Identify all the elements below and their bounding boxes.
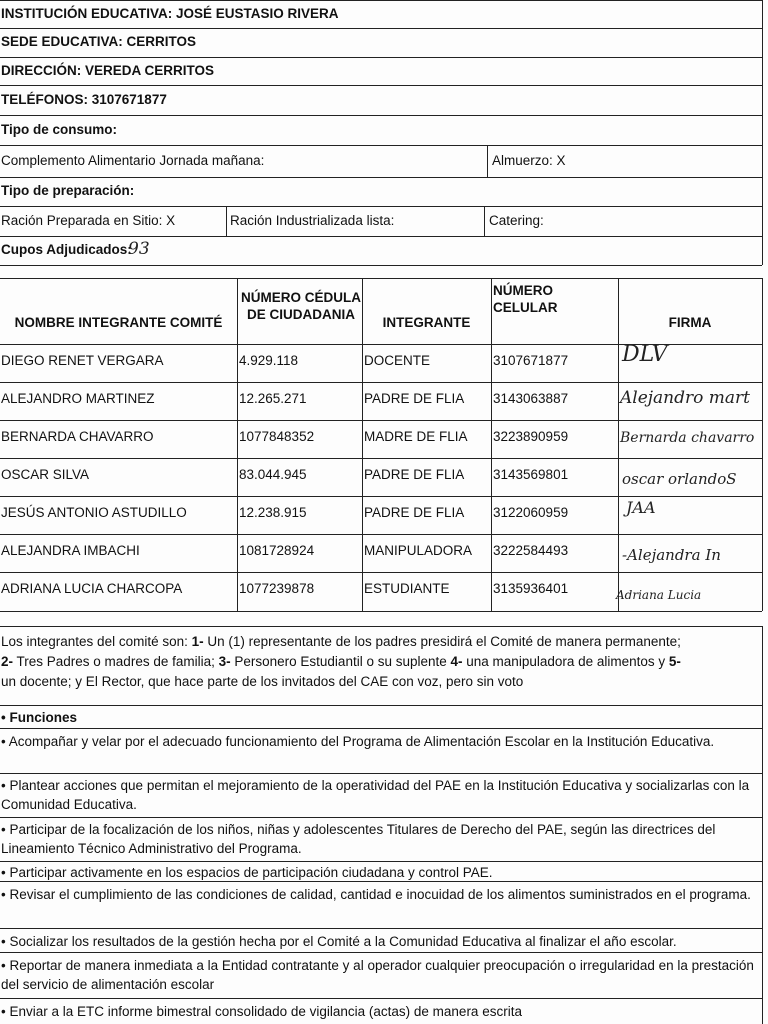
cupos-handwritten-value: 93: [128, 239, 150, 259]
cell-nombre: ADRIANA LUCIA CHARCOPA: [1, 581, 183, 596]
cell-integrante: PADRE DE FLIA: [364, 505, 465, 520]
funcion-item: • Participar de la focalización de los niños, niñas y adolescentes Titulares de Derecho del PAE, según las directrices del Lineamiento Técnico Administrativo del Programa.: [1, 822, 716, 856]
composition-text-2: Tres Padres o madres de familia;: [13, 654, 219, 669]
composition-paragraph: [1, 632, 764, 692]
signature-firma: -Alejandra In: [622, 546, 721, 564]
composition-intro: Los integrantes del comité son:: [1, 634, 192, 649]
almuerzo-field: Almuerzo: X: [492, 153, 566, 168]
signature-firma: DLV: [622, 342, 668, 367]
column-header-cedula: NÚMERO CÉDULA DE CIUDADANIA: [241, 290, 361, 322]
composition-num-4: 4-: [450, 654, 463, 669]
funcion-item: • Plantear acciones que permitan el mejoramiento de la operatividad del PAE en la Institución Educativa y socializarlas con la Comunidad Educativa.: [1, 778, 750, 812]
cell-integrante: MADRE DE FLIA: [364, 429, 468, 444]
tipo-preparacion-label: Tipo de preparación:: [1, 183, 135, 198]
funcion-item: • Enviar a la ETC informe bimestral consolidado de vigilancia (actas) de manera escrita: [1, 1004, 522, 1019]
cell-cedula: 1081728924: [239, 543, 315, 558]
funciones-title: • Funciones: [1, 710, 77, 725]
column-header-integrante: INTEGRANTE: [382, 315, 471, 330]
column-header-nombre: NOMBRE INTEGRANTE COMITÉ: [14, 315, 223, 330]
row-divider: [0, 572, 762, 573]
cell-cedula: 1077239878: [239, 581, 315, 596]
cell-celular: 3143063887: [493, 391, 569, 406]
sede-label: SEDE EDUCATIVA: CERRITOS: [1, 34, 197, 49]
cell-cedula: 12.238.915: [239, 505, 307, 520]
cell-nombre: BERNARDA CHAVARRO: [1, 429, 154, 444]
column-header-firma: FIRMA: [668, 315, 712, 330]
row-divider: [0, 420, 762, 421]
funcion-item: • Participar activamente en los espacios de participación ciudadana y control PAE.: [1, 865, 493, 880]
institucion-label: INSTITUCIÓN EDUCATIVA: JOSÉ EUSTASIO RIVERA: [1, 6, 339, 21]
composition-text-4: una manipuladora de alimentos y: [462, 654, 669, 669]
cell-integrante: PADRE DE FLIA: [364, 467, 465, 482]
cell-celular: 3223890959: [493, 429, 569, 444]
racion-sitio-field: Ración Preparada en Sitio: X: [1, 213, 176, 228]
telefonos-label: TELÉFONOS: 3107671877: [1, 92, 167, 107]
composition-num-5: 5-: [668, 654, 681, 669]
direccion-label: DIRECCIÓN: VEREDA CERRITOS: [1, 63, 215, 78]
cell-cedula: 83.044.945: [239, 467, 307, 482]
cell-celular: 3143569801: [493, 467, 569, 482]
composition-num-3: 3-: [218, 654, 231, 669]
cell-cedula: 12.265.271: [239, 391, 307, 406]
composition-text-5: un docente; y El Rector, que hace parte de los invitados del CAE con voz, pero sin voto: [1, 674, 524, 689]
cell-integrante: DOCENTE: [364, 353, 431, 368]
composition-num-2: 2-: [1, 654, 14, 669]
cell-cedula: 4.929.118: [239, 353, 299, 368]
column-header-celular: NÚMERO CELULAR: [493, 283, 558, 315]
cupos-label: Cupos Adjudicados:: [1, 242, 132, 257]
funcion-item: • Acompañar y velar por el adecuado funcionamiento del Programa de Alimentación Escolar en la Institución Educativa.: [1, 734, 715, 749]
cell-nombre: OSCAR SILVA: [1, 467, 90, 482]
cell-nombre: ALEJANDRA IMBACHI: [1, 543, 140, 558]
funcion-item: • Socializar los resultados de la gestión hecha por el Comité a la Comunidad Educativa al finalizar el año escolar.: [1, 934, 677, 949]
signature-firma: Adriana Lucia: [616, 588, 702, 602]
cell-celular: 3135936401: [493, 581, 569, 596]
tipo-consumo-label: Tipo de consumo:: [1, 122, 118, 137]
funcion-item: • Revisar el cumplimiento de las condiciones de calidad, cantidad e inocuidad de los alimentos suministrados en el programa.: [1, 887, 751, 902]
composition-text-3: Personero Estudiantil o su suplente: [230, 654, 451, 669]
cell-cedula: 1077848352: [239, 429, 315, 444]
signature-firma: Bernarda chavarro: [620, 430, 755, 446]
cell-celular: 3107671877: [493, 353, 569, 368]
cell-integrante: MANIPULADORA: [364, 543, 473, 558]
cell-integrante: ESTUDIANTE: [364, 581, 450, 596]
racion-industrializada-field: Ración Industrializada lista:: [230, 213, 395, 228]
complemento-field: Complemento Alimentario Jornada mañana:: [1, 153, 265, 168]
row-divider: [0, 382, 762, 383]
cell-celular: 3122060959: [493, 505, 569, 520]
row-divider: [0, 496, 762, 497]
cell-nombre: DIEGO RENET VERGARA: [1, 353, 164, 368]
cell-celular: 3222584493: [493, 543, 569, 558]
cell-nombre: ALEJANDRO MARTINEZ: [1, 391, 155, 406]
cell-nombre: JESÚS ANTONIO ASTUDILLO: [1, 505, 187, 520]
catering-field: Catering:: [489, 213, 544, 228]
composition-text-1: Un (1) representante de los padres presidirá el Comité de manera permanente;: [203, 634, 681, 649]
signature-firma: JAA: [626, 498, 656, 517]
composition-num-1: 1-: [191, 634, 204, 649]
signature-firma: Alejandro mart: [620, 388, 750, 408]
signature-firma: oscar orlandoS: [622, 470, 737, 488]
funcion-item: • Reportar de manera inmediata a la Entidad contratante y al operador cualquier preocupación o irregularidad en la prestación del servicio de alimentación escolar: [1, 958, 754, 992]
cell-integrante: PADRE DE FLIA: [364, 391, 465, 406]
row-divider: [0, 534, 762, 535]
row-divider: [0, 458, 762, 459]
